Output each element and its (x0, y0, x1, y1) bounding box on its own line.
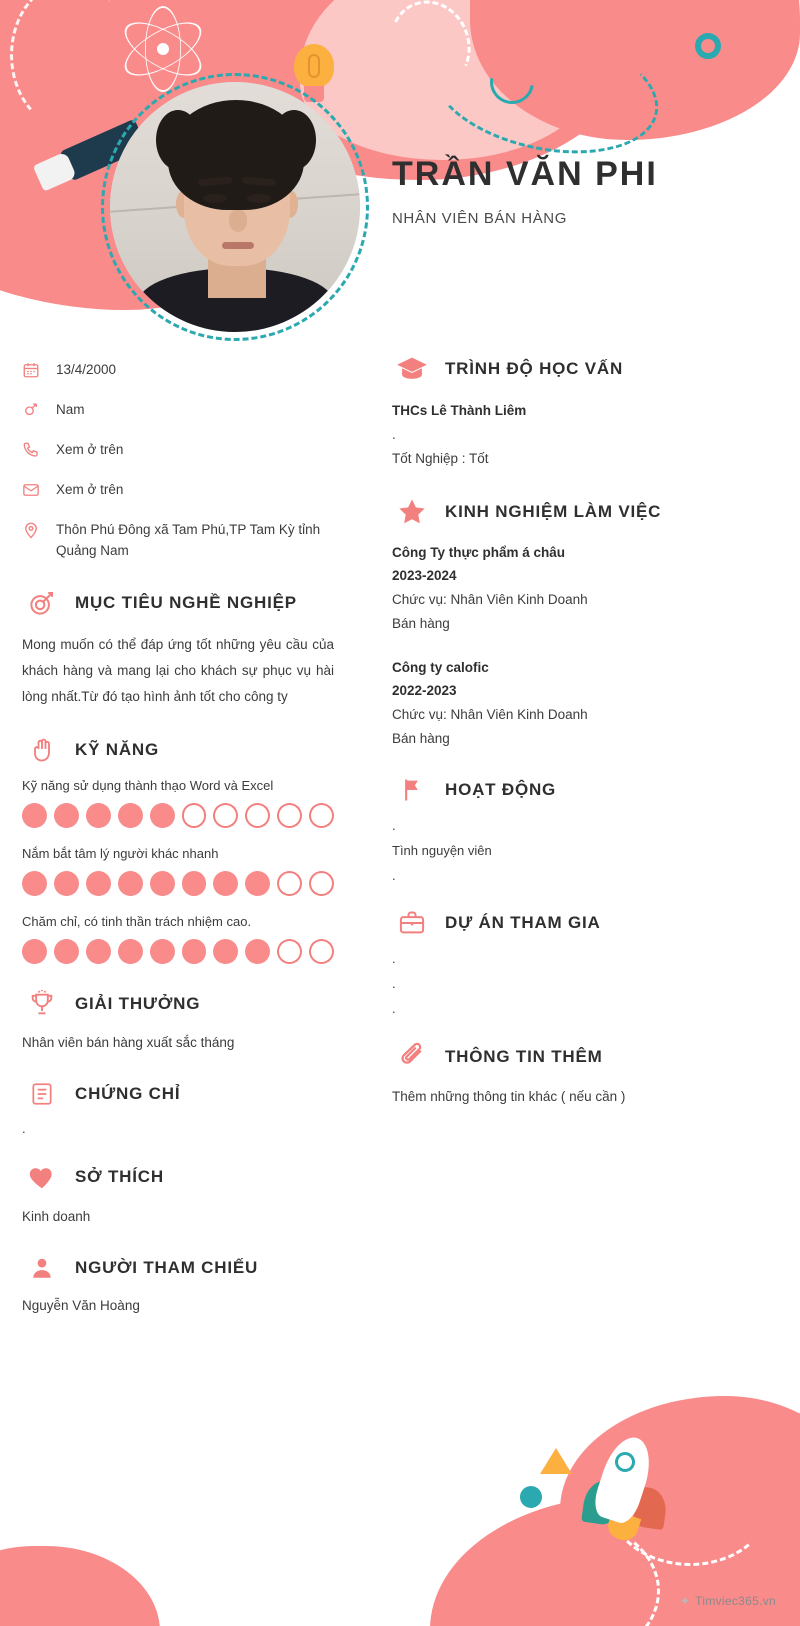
project-item: . (392, 951, 396, 967)
skill-label: Chăm chỉ, có tinh thần trách nhiệm cao. (22, 914, 252, 930)
activity-item: . (392, 868, 396, 884)
experience-company: Công ty calofic (392, 660, 489, 676)
education-line: Tốt Nghiệp : Tốt (392, 450, 489, 466)
trophy-icon (22, 990, 62, 1018)
person-icon (22, 1255, 62, 1281)
contact-item-gender (22, 400, 334, 421)
job-title: NHÂN VIÊN BÁN HÀNG (392, 210, 567, 227)
award-item: Nhân viên bán hàng xuất sắc tháng (22, 1035, 235, 1051)
skill-item (22, 846, 334, 896)
avatar-photo (110, 82, 360, 332)
contact-value: Thôn Phú Đông xã Tam Phú,TP Tam Kỳ tỉnh Quảng Nam (56, 521, 321, 558)
contact-item-address (22, 520, 334, 562)
right-column (392, 352, 772, 1117)
section-additional-info (392, 1042, 772, 1109)
section-references (22, 1255, 334, 1318)
skill-rating (22, 939, 334, 964)
page-title: TRẦN VĂN PHI (392, 155, 658, 193)
credit-text: Timviec365.vn (695, 1594, 776, 1608)
section-title: SỞ THÍCH (75, 1167, 164, 1187)
flag-icon (392, 776, 432, 804)
reference-item: Nguyễn Văn Hoàng (22, 1298, 140, 1314)
section-title: CHỨNG CHỈ (75, 1084, 181, 1104)
certificate-icon (22, 1081, 62, 1107)
teal-ring-icon (695, 33, 721, 59)
location-icon (22, 520, 56, 539)
name-block (392, 155, 658, 227)
project-item: . (392, 976, 396, 992)
left-column (22, 360, 334, 1326)
certificate-item: . (22, 1121, 26, 1137)
section-title: MỤC TIÊU NGHỀ NGHIỆP (75, 592, 297, 612)
experience-line: Chức vụ: Nhân Viên Kinh Doanh (392, 592, 588, 608)
activity-item: Tình nguyện viên (392, 843, 492, 859)
section-interests (22, 1162, 334, 1229)
decorative-blob-footer-3 (0, 1546, 160, 1626)
graduation-cap-icon (392, 352, 432, 386)
paperclip-icon (392, 1042, 432, 1072)
calendar-icon (22, 360, 56, 379)
section-objective (22, 588, 334, 711)
briefcase-icon (392, 909, 432, 937)
section-title: NGƯỜI THAM CHIẾU (75, 1258, 259, 1278)
email-icon (22, 480, 56, 499)
experience-line: Chức vụ: Nhân Viên Kinh Doanh (392, 707, 588, 723)
experience-company: Công Ty thực phẩm á châu (392, 545, 566, 561)
section-education (392, 352, 772, 470)
section-certificates (22, 1081, 334, 1136)
contact-value: 13/4/2000 (56, 362, 117, 377)
section-skills (22, 736, 334, 964)
section-awards (22, 990, 334, 1055)
activity-item: . (392, 818, 396, 834)
experience-entry (392, 542, 772, 635)
experience-entry (392, 657, 772, 750)
star-icon: ✦ (679, 1594, 691, 1608)
experience-line: Bán hàng (392, 730, 450, 746)
contact-list (22, 360, 334, 562)
contact-value: Xem ở trên (56, 441, 124, 457)
experience-period: 2023-2024 (392, 568, 457, 584)
heart-icon (22, 1162, 62, 1192)
experience-line: Bán hàng (392, 615, 450, 631)
section-title: KINH NGHIỆM LÀM VIỆC (445, 502, 662, 522)
interest-item: Kinh doanh (22, 1209, 91, 1225)
additional-item: Thêm những thông tin khác ( nếu cần ) (392, 1089, 626, 1105)
gender-icon (22, 400, 56, 419)
section-title: KỸ NĂNG (75, 740, 159, 760)
footer-decoration (0, 1326, 800, 1626)
target-icon (22, 588, 62, 618)
hand-icon (22, 736, 62, 764)
experience-period: 2022-2023 (392, 683, 457, 699)
section-title: TRÌNH ĐỘ HỌC VẤN (445, 359, 624, 378)
contact-item-phone (22, 440, 334, 461)
section-title: GIẢI THƯỞNG (75, 994, 201, 1014)
skill-item (22, 914, 334, 964)
section-title: DỰ ÁN THAM GIA (445, 913, 601, 933)
skill-item (22, 778, 334, 828)
phone-icon (22, 440, 56, 459)
star-icon (392, 496, 432, 528)
rocket-icon (568, 1418, 678, 1538)
education-line: . (392, 426, 396, 442)
project-item: . (392, 1001, 396, 1017)
contact-item-email (22, 480, 334, 501)
education-entry (392, 400, 772, 470)
footer-credit (680, 1594, 776, 1608)
section-experience (392, 496, 772, 750)
skill-rating (22, 871, 334, 896)
teal-dot-icon (520, 1486, 542, 1508)
section-title: THÔNG TIN THÊM (445, 1047, 603, 1067)
contact-item-birthday (22, 360, 334, 381)
section-activities (392, 776, 772, 883)
skill-rating (22, 803, 334, 828)
skill-label: Nắm bắt tâm lý người khác nhanh (22, 846, 219, 862)
contact-value: Nam (56, 401, 85, 417)
avatar (110, 82, 360, 332)
section-title: HOẠT ĐỘNG (445, 780, 557, 800)
objective-text: Mong muốn có thể đáp ứng tốt những yêu cầu của khách hàng và mang lại cho khách sự phục vụ hài lòng nhất.Từ đó tạo hình ảnh tốt cho công ty (22, 636, 334, 705)
skill-label: Kỹ năng sử dụng thành thạo Word và Excel (22, 778, 274, 794)
contact-value: Xem ở trên (56, 481, 124, 497)
section-projects (392, 909, 772, 1016)
education-school: THCs Lê Thành Liêm (392, 403, 527, 418)
